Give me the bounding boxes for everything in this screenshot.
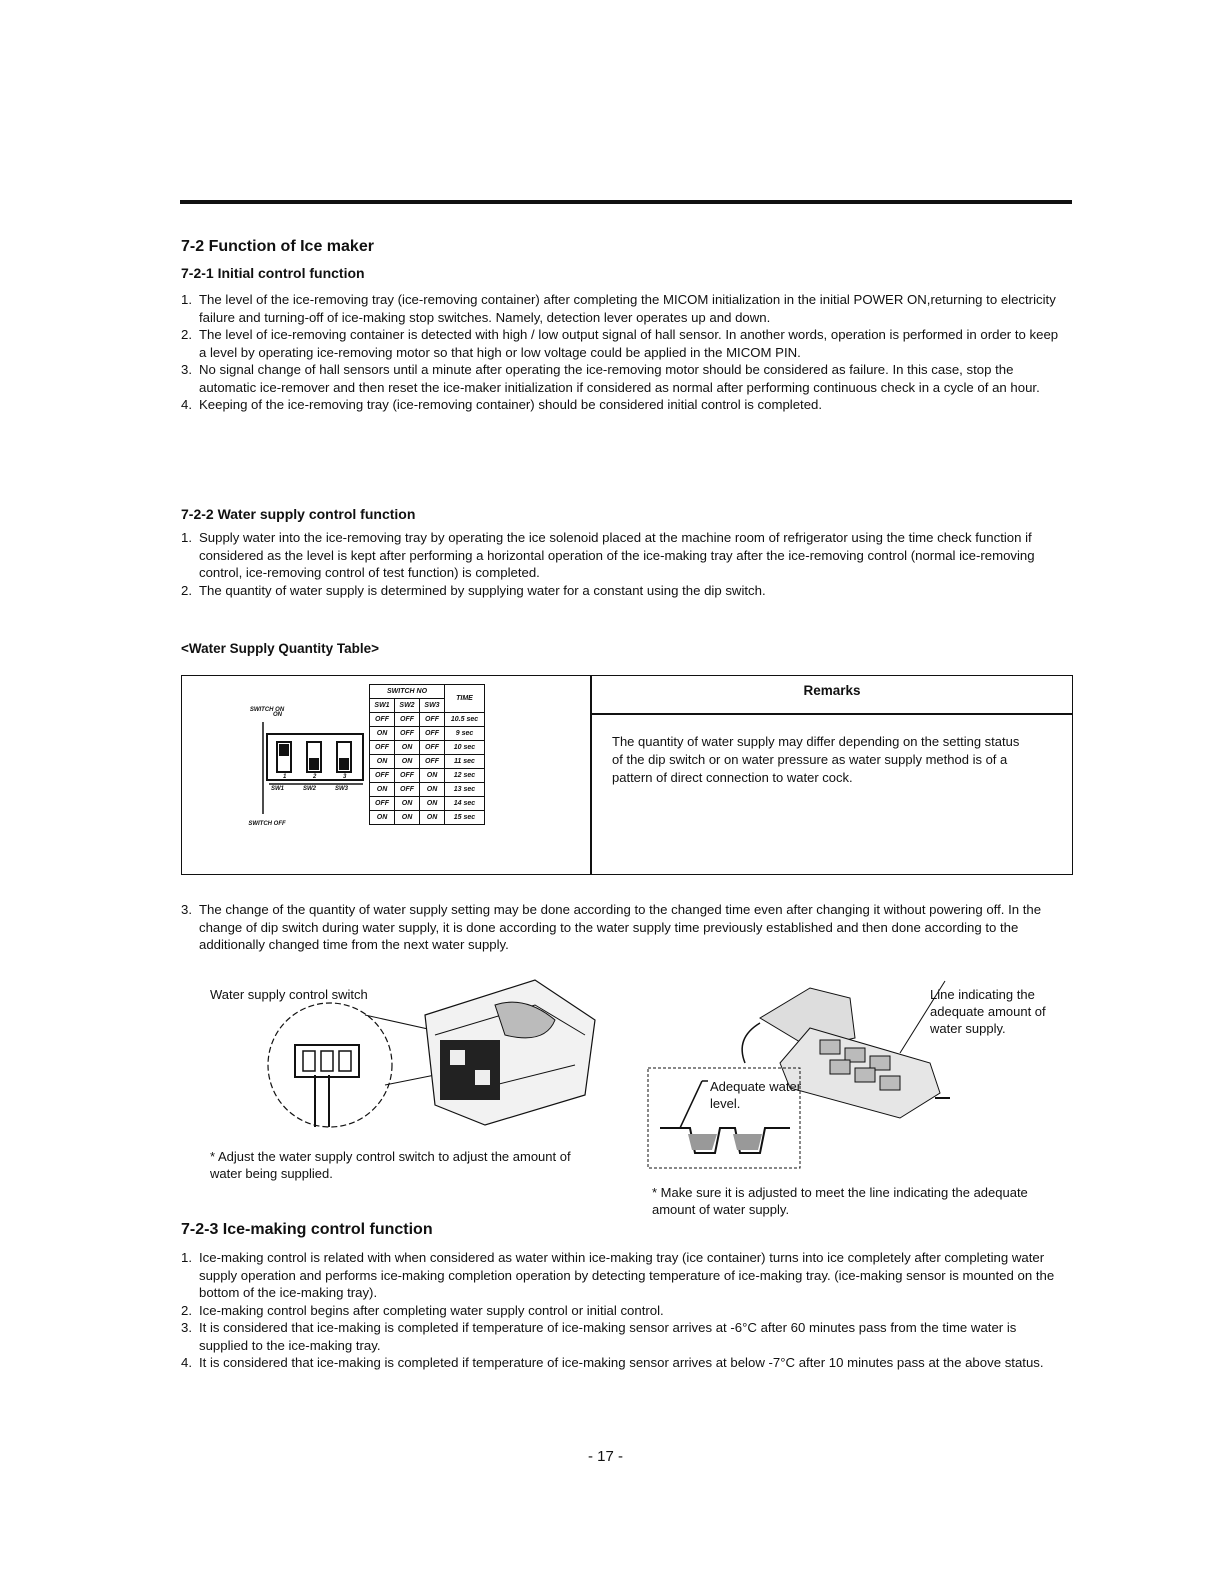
subsection-title-723: 7-2-3 Ice-making control function (181, 1221, 433, 1238)
cell-time: 9 sec (445, 727, 485, 741)
cell-sw1: OFF (370, 797, 395, 811)
remarks-header: Remarks (803, 683, 861, 698)
table-row (370, 797, 485, 811)
list-723 (181, 1249, 1066, 1372)
cell-sw1: OFF (370, 741, 395, 755)
list-item: 3. No signal change of hall sensors until a minute after operating the ice-removing motor should be considered as failure. In this case, stop the automatic ice-remover and then reset the ice-maker initialization if considered as normal after performing continuous check in a cycle of an hour. (181, 362, 1040, 395)
ice-maker-switch-illustration (255, 975, 600, 1150)
table-row (370, 727, 485, 741)
switch-position-1: 1 (283, 774, 287, 780)
cell-sw2: OFF (395, 769, 420, 783)
switch-position-3: 3 (343, 774, 347, 780)
table-divider (590, 675, 592, 875)
list-721 (181, 291, 1066, 414)
list-item: 3. The change of the quantity of water supply setting may be done according to the changed time even after changing it without powering off. In the change of dip switch during water supply, it is done according to the water supply time previously established and then done according to the additionally changed time from the next water supply. (181, 902, 1042, 952)
list-item: 1. Ice-making control is related with when considered as water within ice-making tray (ice container) turns into ice completely after completing water supply operation and performs ice-making completion operation by detecting temperature of ice-making tray. (ice-making sensor is mounted on the bottom of the ice-making tray). (181, 1250, 1055, 1300)
column-header: SW3 (420, 699, 445, 713)
cell-time: 13 sec (445, 783, 485, 797)
list-item: 2. The level of ice-removing container is detected with high / low output signal of hall sensor. In another words, operation is performed in order to keep a level by operating ice-removing motor so that high or low voltage could be applied in the MICOM PIN. (181, 327, 1059, 360)
cell-sw3: ON (420, 797, 445, 811)
cell-sw3: ON (420, 783, 445, 797)
table-row (370, 755, 485, 769)
table-row (370, 769, 485, 783)
subsection-title-721: 7-2-1 Initial control function (181, 265, 365, 281)
switch-name-1: SW1 (271, 786, 285, 792)
column-header: SW1 (370, 699, 395, 713)
table-row (370, 713, 485, 727)
cell-sw2: OFF (395, 727, 420, 741)
list-722 (181, 529, 1066, 599)
cell-sw3: ON (420, 811, 445, 825)
list-item: 1. Supply water into the ice-removing tray by operating the ice solenoid placed at the machine room of refrigerator using the time check function if considered as the level is kept after performing a horizontal operation of the ice-making tray after the ice-removing control (normal ice-removing control, ice-removing control of test function) is completed. (181, 530, 1035, 580)
switch-name-3: SW3 (335, 786, 349, 792)
table-row (370, 741, 485, 755)
section-title: 7-2 Function of Ice maker (181, 238, 374, 255)
cell-time: 10 sec (445, 741, 485, 755)
remarks-text: The quantity of water supply may differ depending on the setting status of the dip switch or on water pressure as water supply method is of a pattern of direct connection to water cock. (612, 734, 1020, 785)
figure-label-line: Line indicating the adequate amount of water supply. (930, 987, 1046, 1036)
cell-sw2: OFF (395, 713, 420, 727)
list-item: 2. Ice-making control begins after completing water supply control or initial control. (181, 1302, 664, 1318)
cell-sw2: ON (395, 811, 420, 825)
cell-time: 11 sec (445, 755, 485, 769)
top-rule (180, 200, 1072, 204)
remarks-divider (592, 713, 1072, 715)
cell-sw1: ON (370, 727, 395, 741)
switch-name-2: SW2 (303, 786, 317, 792)
table-title: <Water Supply Quantity Table> (181, 641, 380, 656)
list-item: 4. Keeping of the ice-removing tray (ice-removing container) should be considered initial control is completed. (181, 397, 823, 412)
list-item: 3. It is considered that ice-making is completed if temperature of ice-making sensor arrives at -6°C after 60 minutes pass from the time water is supplied to the ice-making tray. (181, 1320, 1017, 1353)
cell-time: 12 sec (445, 769, 485, 783)
figure-label-switch: Water supply control switch (210, 987, 368, 1002)
subsection-title-722: 7-2-2 Water supply control function (181, 506, 416, 522)
switch-off-label: SWITCH OFF (248, 821, 286, 827)
table-row (370, 783, 485, 797)
list-722-item3 (181, 901, 1066, 954)
dip-switch-icon (255, 722, 375, 820)
cell-sw1: ON (370, 755, 395, 769)
cell-sw2: ON (395, 755, 420, 769)
list-item: 2. The quantity of water supply is determined by supplying water for a constant using the dip switch. (181, 582, 766, 598)
cell-sw2: ON (395, 741, 420, 755)
figure-caption-left: * Adjust the water supply control switch to adjust the amount of water being supplied. (210, 1149, 571, 1181)
ice-tray-illustration (640, 978, 960, 1173)
switch-on-word: ON (273, 712, 282, 718)
cell-sw2: OFF (395, 783, 420, 797)
switch-position-2: 2 (313, 774, 317, 780)
cell-sw1: OFF (370, 769, 395, 783)
cell-sw3: OFF (420, 755, 445, 769)
cell-time: 14 sec (445, 797, 485, 811)
page-number: - 17 - (587, 1448, 623, 1465)
switch-no-header: SWITCH NO (370, 685, 445, 699)
time-header: TIME (445, 685, 485, 713)
cell-sw3: ON (420, 769, 445, 783)
cell-sw1: OFF (370, 713, 395, 727)
figure-caption-right: * Make sure it is adjusted to meet the line indicating the adequate amount of water supply. (652, 1185, 1028, 1217)
cell-time: 15 sec (445, 811, 485, 825)
column-header: SW2 (395, 699, 420, 713)
cell-sw2: ON (395, 797, 420, 811)
cell-sw1: ON (370, 783, 395, 797)
cell-sw3: OFF (420, 741, 445, 755)
figure-label-level: Adequate water level. (710, 1079, 802, 1111)
cell-sw3: OFF (420, 727, 445, 741)
cell-sw1: ON (370, 811, 395, 825)
switch-table (369, 684, 485, 825)
switch-on-label: SWITCH ON (249, 707, 285, 713)
table-row (370, 811, 485, 825)
list-item: 4. It is considered that ice-making is completed if temperature of ice-making sensor arrives at below -7°C after 10 minutes pass at the above status. (181, 1355, 1044, 1370)
cell-time: 10.5 sec (445, 713, 485, 727)
list-item: 1. The level of the ice-removing tray (ice-removing container) after completing the MICOM initialization in the initial POWER ON,returning to electricity failure and turning-off of ice-making stop switches. Namely, detection lever operates up and down. (181, 292, 1056, 325)
cell-sw3: OFF (420, 713, 445, 727)
